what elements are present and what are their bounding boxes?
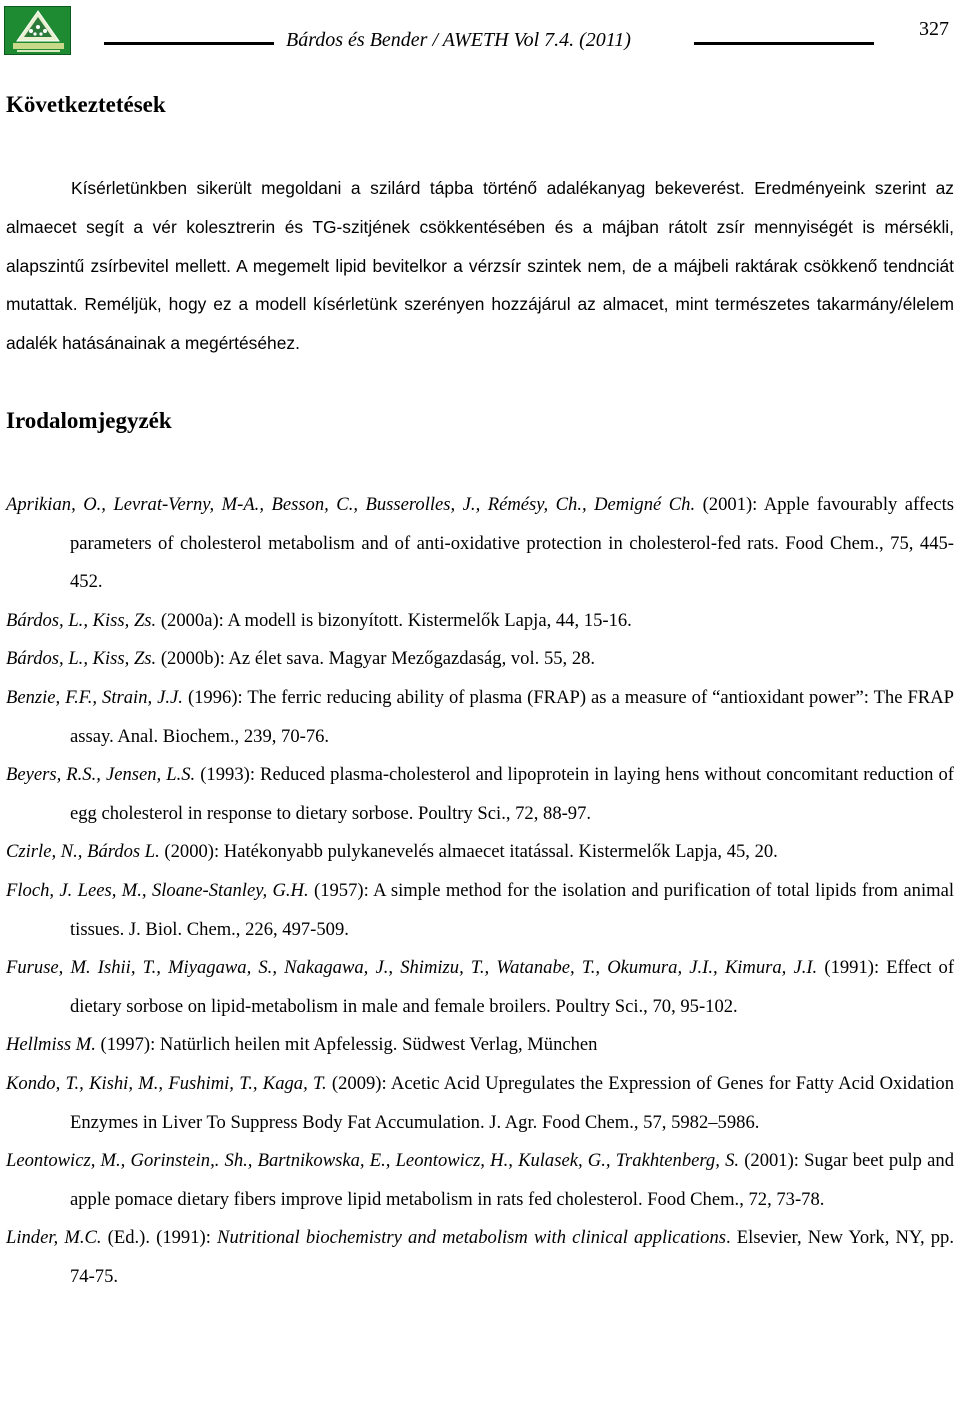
reference-item	[6, 949, 954, 1026]
reference-authors: Aprikian, O., Levrat-Verny, M-A., Besson, C., Busserolles, J., Rémésy, Ch., Demigné Ch.	[6, 494, 696, 515]
reference-item	[6, 486, 954, 602]
reference-details: (2000b): Az élet sava. Magyar Mezőgazdaság, vol. 55, 28.	[156, 648, 596, 670]
reference-details: (1996): The ferric reducing ability of plasma (FRAP) as a measure of “antioxidant power”: The FRAP assay. Anal. Biochem., 239, 70-76.	[70, 686, 954, 747]
reference-authors: Czirle, N., Bárdos L.	[6, 841, 160, 863]
reference-list	[6, 486, 954, 1296]
aweth-logo-icon	[4, 6, 71, 55]
reference-tail: . Elsevier, New York, NY, pp. 74-75.	[70, 1227, 954, 1287]
reference-authors: Hellmiss M.	[6, 1034, 96, 1056]
reference-item	[6, 1142, 954, 1219]
reference-item	[6, 1026, 954, 1065]
reference-authors: Leontowicz, M., Gorinstein,. Sh., Bartnikowska, E., Leontowicz, H., Kulasek, G., Trakhtenberg, S.	[6, 1150, 740, 1172]
reference-item	[6, 679, 954, 756]
reference-details: (2001): Sugar beet pulp and apple pomace dietary fibers improve lipid metabolism in rats fed cholesterol. Food Chem., 72, 73-78.	[70, 1150, 954, 1210]
reference-details: (1997): Natürlich heilen mit Apfelessig. Südwest Verlag, München	[95, 1034, 598, 1056]
reference-authors: Beyers, R.S., Jensen, L.S.	[6, 764, 196, 786]
reference-details: (Ed.). (1991):	[101, 1227, 218, 1249]
reference-item	[6, 1065, 954, 1142]
reference-item	[6, 833, 954, 872]
conclusions-text: Kísérletünkben sikerült megoldani a szilárd tápba történő adalékanyag bekeverést. Eredményeink szerint az almaecet segít a vér kolesztrerin és TG-szitjének csökkentésében és a májban rátolt zsír mennyiségét is mérsékli, alapszintű zsírbevitel mellett. A megemelt lipid bevitelkor a vérzsír szintek nem, de a májbeli raktárak csökkenő tendnciát mutattak. Reméljük, hogy ez a modell kísérletünk szerényen hozzájárul az almacet, mint természetes takarmány/élelem adalék hatásánainak a megértéséhez.	[6, 178, 954, 354]
reference-details: (2000a): A modell is bizonyított. Kistermelők Lapja, 44, 15-16.	[156, 609, 632, 631]
conclusions-paragraph	[6, 169, 954, 363]
references-heading: Irodalomjegyzék	[6, 408, 172, 433]
reference-details: (2000): Hatékonyabb pulykanevelés almaecet itatással. Kistermelők Lapja, 45, 20.	[159, 841, 778, 863]
reference-item	[6, 872, 954, 949]
reference-authors: Linder, M.C.	[6, 1227, 102, 1249]
header-rule-left	[104, 42, 274, 45]
reference-authors: Furuse, M. Ishii, T., Miyagawa, S., Nakagawa, J., Shimizu, T., Watanabe, T., Okumura, J.I., Kimura, J.I.	[6, 957, 818, 979]
header-rule-right	[694, 42, 874, 45]
reference-details: (2009): Acetic Acid Upregulates the Expression of Genes for Fatty Acid Oxidation Enzymes in Liver To Suppress Body Fat Accumulation. J. Agr. Food Chem., 57, 5982–5986.	[70, 1072, 954, 1133]
reference-details: (1957): A simple method for the isolation and purification of total lipids from animal tissues. J. Biol. Chem., 226, 497-509.	[70, 879, 954, 940]
reference-book-title: Nutritional biochemistry and metabolism with clinical applications	[217, 1227, 726, 1249]
reference-details: (1991): Effect of dietary sorbose on lipid-metabolism in male and female broilers. Poultry Sci., 70, 95-102.	[70, 957, 955, 1017]
reference-item	[6, 602, 954, 641]
reference-authors: Benzie, F.F., Strain, J.J.	[6, 686, 183, 708]
reference-item	[6, 756, 954, 833]
conclusions-heading: Következtetések	[6, 92, 166, 117]
reference-authors: Bárdos, L., Kiss, Zs.	[6, 648, 157, 670]
reference-item	[6, 1219, 954, 1296]
page-number: 327	[919, 18, 949, 40]
reference-authors: Floch, J. Lees, M., Sloane-Stanley, G.H.	[6, 879, 309, 901]
reference-details: (2001): Apple favourably affects parameters of cholesterol metabolism and of anti-oxidative protection in cholesterol-fed rats. Food Chem., 75, 445-452.	[70, 494, 955, 593]
reference-details: (1993): Reduced plasma-cholesterol and lipoprotein in laying hens without concomitant reduction of egg cholesterol in response to dietary sorbose. Poultry Sci., 72, 88-97.	[70, 764, 954, 824]
reference-authors: Kondo, T., Kishi, M., Fushimi, T., Kaga, T.	[6, 1072, 327, 1094]
running-header: Bárdos és Bender / AWETH Vol 7.4. (2011)	[286, 29, 631, 51]
reference-authors: Bárdos, L., Kiss, Zs.	[6, 609, 157, 631]
reference-item	[6, 640, 954, 679]
